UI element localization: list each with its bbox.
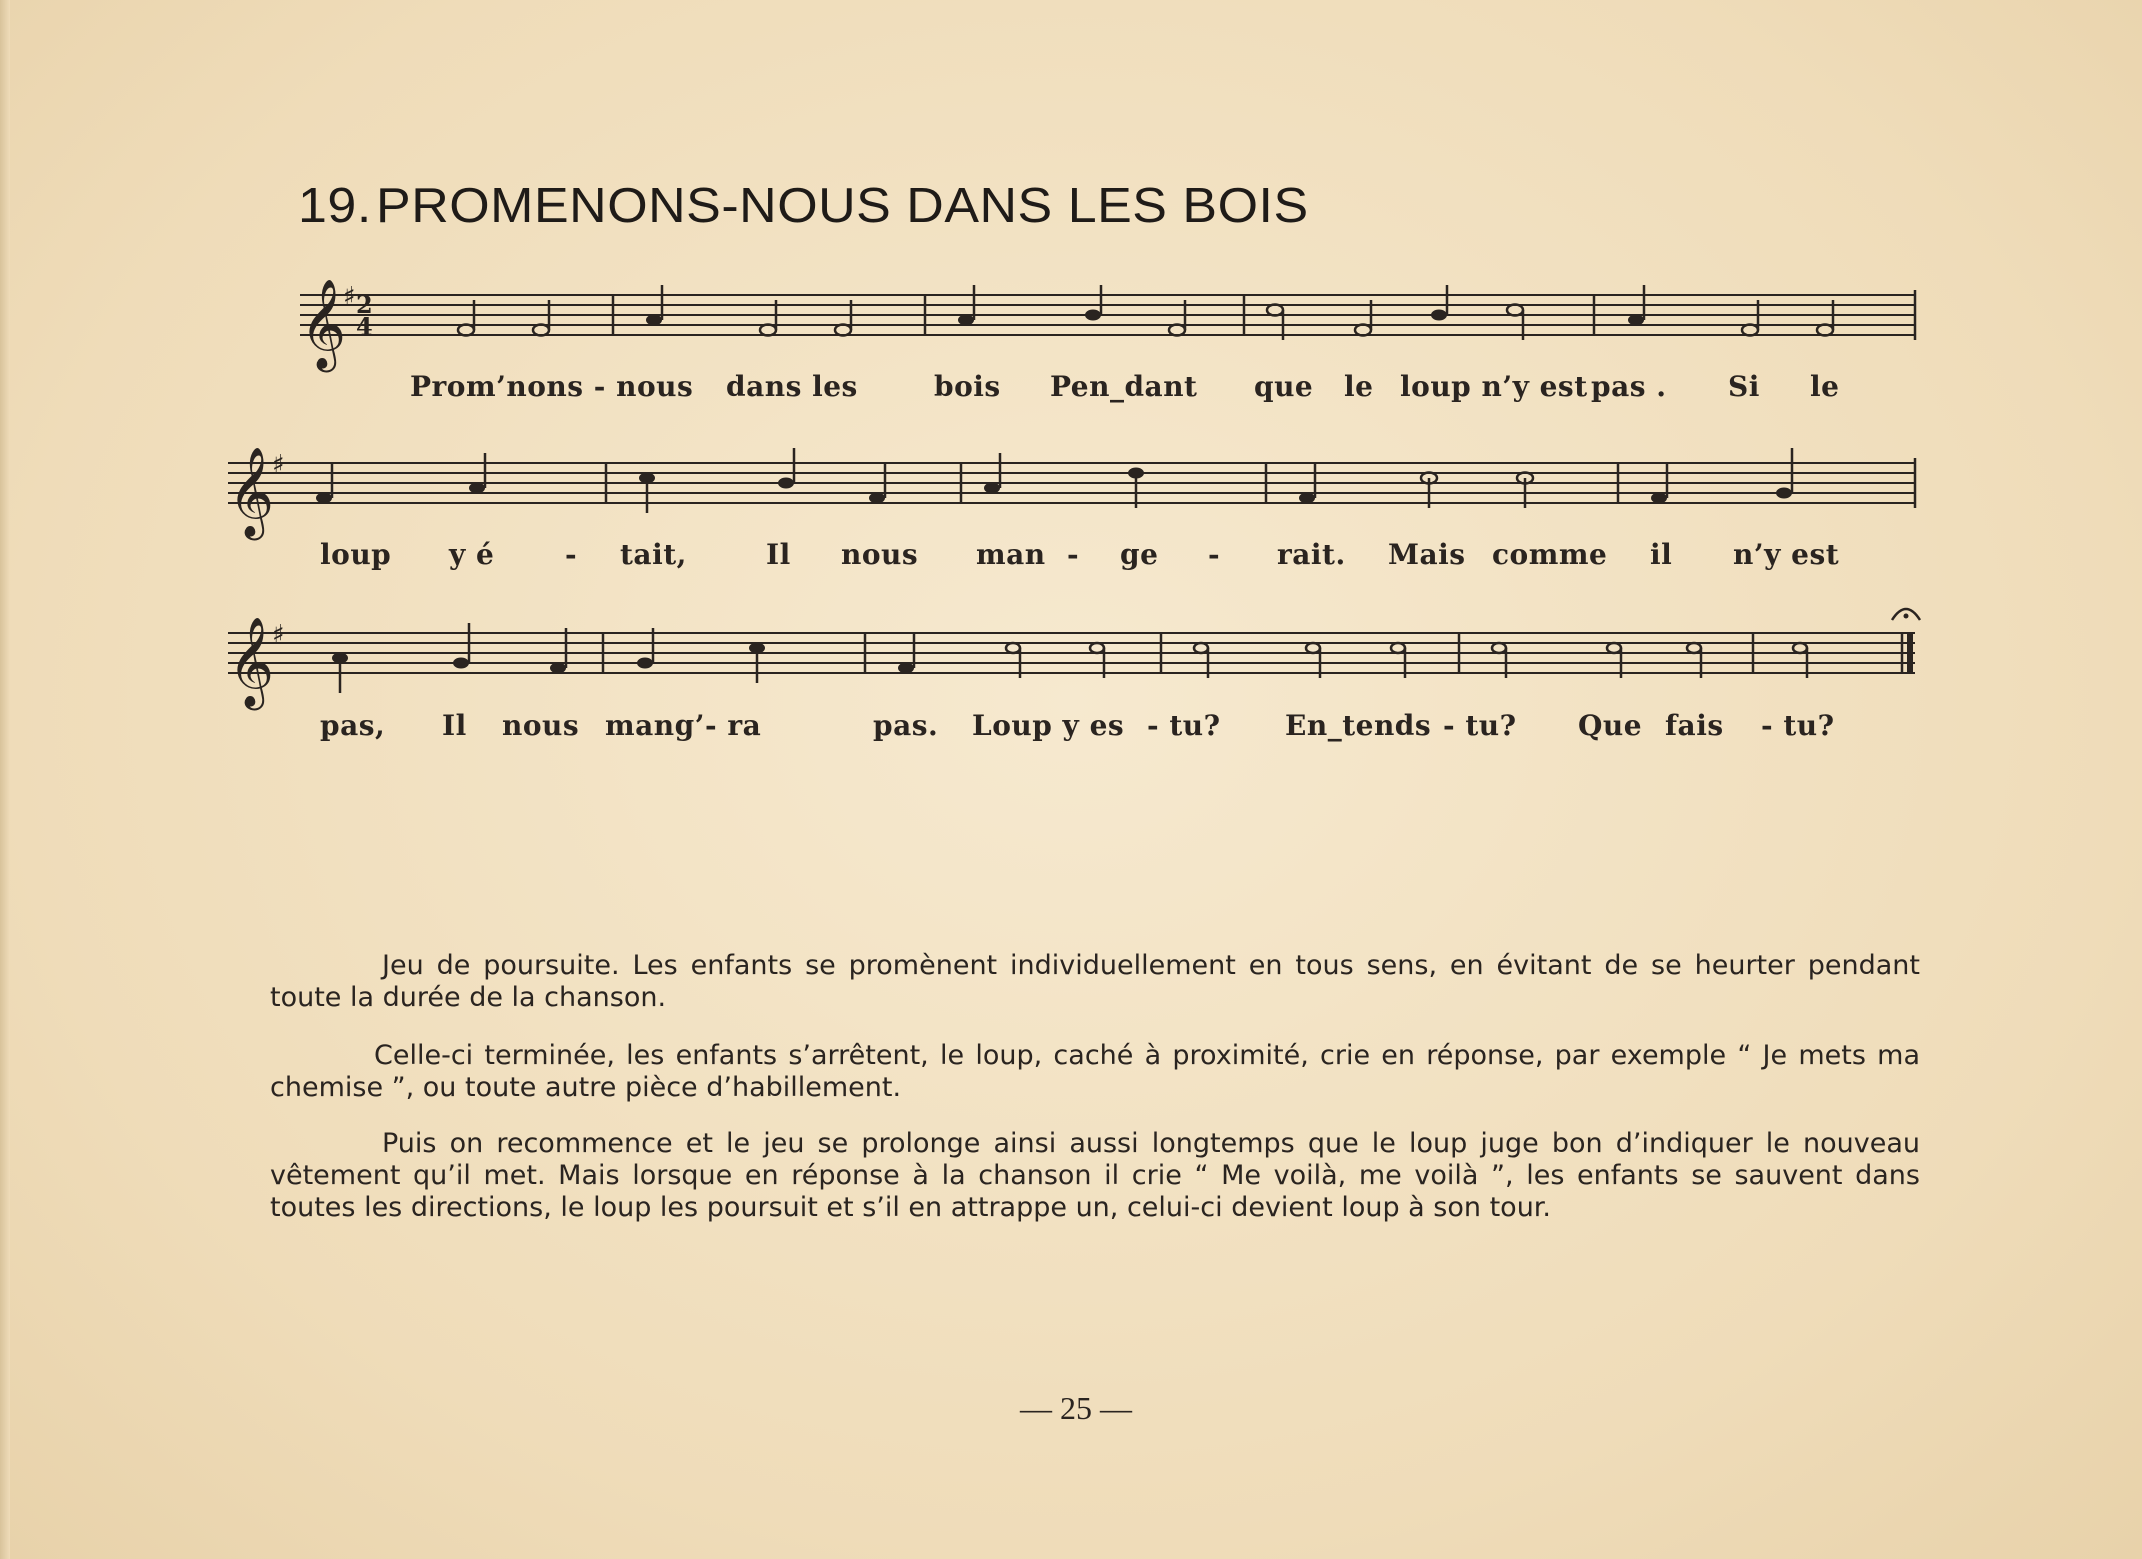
lyric-syllable: que	[1254, 370, 1314, 403]
lyric-syllable: nous	[502, 709, 580, 742]
key-signature: ♯	[272, 620, 285, 650]
lyric-syllable: - tu?	[1443, 709, 1517, 742]
lyric-syllable: -	[1208, 538, 1221, 571]
lyric-syllable: ge	[1120, 538, 1159, 571]
paragraph-wolf-response: Celle-ci terminée, les enfants s’arrêtent, le loup, caché à proximité, crie en réponse, par exemple “ Je mets ma chemise ”, ou toute autre pièce d’habillement.	[270, 1040, 1920, 1103]
lyric-syllable: Prom’nons - nous	[410, 370, 694, 403]
lyric-syllable: n’y est	[1733, 538, 1840, 571]
key-signature: ♯	[343, 282, 356, 312]
lyric-syllable: mang’- ra	[605, 709, 762, 742]
lyric-syllable: Si	[1728, 370, 1760, 403]
lyric-syllable: comme	[1492, 538, 1608, 571]
lyric-syllable: le	[1344, 370, 1374, 403]
key-signature: ♯	[272, 450, 285, 480]
paragraph-chase: Puis on recommence et le jeu se prolonge ainsi aussi longtemps que le loup juge bon d’indiquer le nouveau vêtement qu’il met. Mais lorsque en réponse à la chanson il crie “ Me voilà, me voilà ”, les enfants se sauvent dans toutes les directions, le loup les poursuit et s’il en attrappe un, celui-ci devient loup à son tour.	[270, 1128, 1920, 1223]
staff-lines	[228, 633, 1915, 673]
lyric-syllable: il	[1650, 538, 1673, 571]
lyric-syllable: -	[1067, 538, 1080, 571]
lyric-syllable: pas.	[873, 709, 939, 742]
lyric-syllable: loup	[320, 538, 392, 571]
lyric-syllable: rait.	[1277, 538, 1346, 571]
fermata-icon	[1892, 609, 1920, 620]
lyric-syllable: loup n’y est	[1400, 370, 1588, 403]
lyric-syllable: nous	[841, 538, 919, 571]
lyric-syllable: Pen_dant	[1050, 370, 1198, 403]
lyric-syllable: fais	[1665, 709, 1724, 742]
song-number: 19.	[298, 179, 372, 233]
lyric-syllable: tait,	[620, 538, 687, 571]
lyric-syllable: Il	[766, 538, 791, 571]
lyric-syllable: En_tends	[1285, 709, 1432, 742]
lyric-syllable: y é	[449, 538, 495, 571]
lyric-syllable: - tu?	[1147, 709, 1221, 742]
treble-clef-icon: 𝄞	[228, 447, 275, 537]
lyric-syllable: Il	[442, 709, 467, 742]
lyric-syllable: Loup y es	[972, 709, 1125, 742]
lyric-syllable: Que	[1578, 709, 1643, 742]
lyric-syllable: - tu?	[1761, 709, 1835, 742]
lyric-syllable: Mais	[1388, 538, 1466, 571]
lyric-syllable: pas .	[1591, 370, 1667, 403]
lyric-syllable: bois	[934, 370, 1001, 403]
lyric-syllable: man	[976, 538, 1046, 571]
paragraph-game-description: Jeu de poursuite. Les enfants se promènent individuellement en tous sens, en évitant de se heurter pendant toute la durée de la chanson.	[270, 950, 1920, 1013]
staff-3	[0, 0, 2142, 760]
song-title-text: PROMENONS-NOUS DANS LES BOIS	[376, 179, 1309, 233]
lyric-syllable: -	[565, 538, 578, 571]
page-number: — 25 —	[1020, 1390, 1132, 1426]
lyric-syllable: le	[1810, 370, 1840, 403]
treble-clef-icon: 𝄞	[228, 617, 275, 707]
time-signature-bottom: 4	[356, 312, 373, 341]
lyric-syllable: dans les	[726, 370, 858, 403]
time-signature-top: 2	[356, 290, 373, 319]
treble-clef-icon: 𝄞	[300, 279, 347, 369]
lyric-syllable: pas,	[320, 709, 386, 742]
